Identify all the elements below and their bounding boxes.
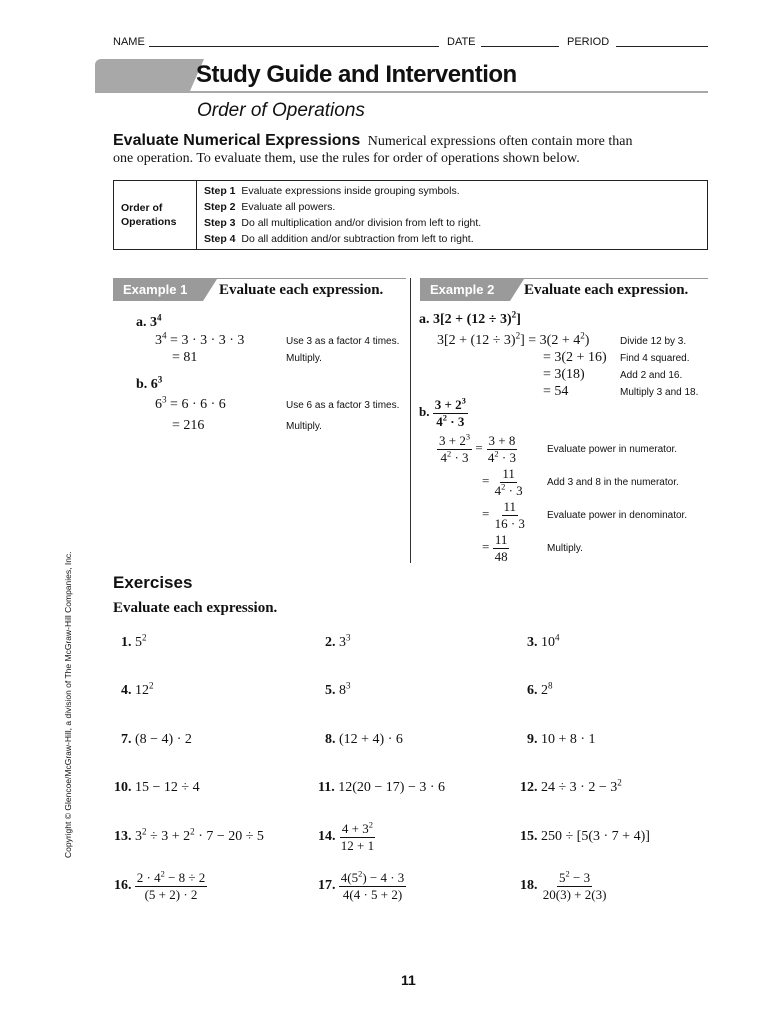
example1-a-prompt: a. $3^4$ [136, 312, 162, 330]
example2-a-step4: = 54 [543, 384, 569, 399]
example1-b-step1: $6^3 = 6 \cdot 6 \cdot 6$ [155, 394, 226, 412]
exercise-10: 10. 15 − 12 ÷ 4 [114, 780, 200, 795]
intro-paragraph [113, 132, 713, 167]
example1-rule [113, 278, 406, 279]
date-label: DATE [447, 36, 476, 48]
exercises-heading: Exercises [113, 573, 193, 592]
exercise-12: 12. $24 \div 3 \cdot 2 - 3^2$ [520, 777, 622, 795]
exercise-18: 18. $\frac{5^2 - 3}{20(3) + 2(3)}$ [520, 868, 607, 902]
intro-heading: Evaluate Numerical Expressions [113, 132, 361, 149]
example2-rule [420, 278, 708, 279]
title-underline [95, 91, 708, 93]
example1-a-step2: = 81 [172, 350, 198, 365]
example2-tab: Example 2 [420, 279, 510, 301]
example1-b-note1: Use 6 as a factor 3 times. [286, 400, 400, 411]
copyright-notice: Copyright © Glencoe/McGraw-Hill, a division of The McGraw-Hill Companies, Inc. [63, 551, 73, 858]
exercise-4: 4. $12^2$ [121, 680, 154, 698]
example2-b-note3: Evaluate power in denominator. [547, 510, 688, 521]
example1-a-step1: $3^4 = 3 \cdot 3 \cdot 3 \cdot 3$ [155, 330, 245, 348]
example2-b-step3: = $\frac{11}{16 \cdot 3}$ [482, 499, 525, 531]
example2-a-step1: $3[2 + (12 \div 3)^2] = 3(2 + 4^2)$ [437, 330, 590, 348]
exercise-17: 17. $\frac{4(5^2) - 4 \cdot 3}{4(4 \cdot 5 + 2)}$ [318, 868, 405, 902]
example2-a-step3: = 3(18) [543, 367, 585, 382]
exercise-1: 1. $5^2$ [121, 632, 147, 650]
example1-b-prompt: b. $6^3$ [136, 374, 163, 392]
name-label: NAME [113, 36, 145, 48]
exercise-11: 11. 12(20 − 17) − 3 · 6 [318, 780, 446, 795]
intro-text-1: Numerical expressions often contain more than [367, 134, 633, 149]
example2-a-prompt: a. $3[2 + (12 \div 3)^2]$ [419, 309, 521, 327]
example2-b-note4: Multiply. [547, 543, 583, 554]
example2-b-note2: Add 3 and 8 in the numerator. [547, 477, 679, 488]
page-title: Study Guide and Intervention [196, 61, 517, 88]
rules-steps [204, 183, 481, 247]
exercise-16: 16. $\frac{2 \cdot 4^2 - 8 \div 2}{(5 + 2) \cdot 2}$ [114, 868, 206, 902]
example1-tab: Example 1 [113, 279, 203, 301]
title-banner [95, 59, 190, 91]
rules-step-3: Step 3 Do all multiplication and/or division from left to right. [204, 217, 482, 229]
example2-b-step1: $\frac{3 + 2^3}{4^2 \cdot 3}$ = $\frac{3 + 8}{4^2 \cdot 3}$ [439, 431, 516, 465]
period-label: PERIOD [567, 36, 610, 48]
rules-label-1: Order of [121, 202, 163, 214]
example2-b-note1: Evaluate power in numerator. [547, 444, 678, 455]
example2-a-note2: Find 4 squared. [620, 353, 690, 364]
example1-a-note1: Use 3 as a factor 4 times. [286, 336, 400, 347]
example2-b-step4: = $\frac{11}{48}$ [482, 532, 508, 564]
exercise-8: 8. (12 + 4) · 6 [325, 732, 403, 747]
exercise-13: 13. $3^2 \div 3 + 2^2 \cdot 7 - 20 \div 5$ [114, 826, 264, 844]
example2-a-note4: Multiply 3 and 18. [620, 387, 699, 398]
examples-divider [410, 278, 411, 563]
exercise-14: 14. $\frac{4 + 3^2}{12 + 1}$ [318, 819, 375, 853]
rules-table-divider [196, 180, 197, 250]
exercise-5: 5. $8^3$ [325, 680, 351, 698]
rules-step-4: Step 4 Do all addition and/or subtraction from left to right. [204, 233, 474, 245]
exercises-instruction: Evaluate each expression. [113, 600, 278, 616]
exercise-2: 2. $3^3$ [325, 632, 351, 650]
date-field[interactable] [481, 46, 559, 47]
example2-b-step2: = $\frac{11}{4^2 \cdot 3}$ [482, 466, 523, 498]
example1-a-note2: Multiply. [286, 353, 322, 364]
name-field[interactable] [149, 46, 439, 47]
rules-label-2: Operations [121, 216, 177, 228]
exercise-6: 6. $2^8$ [527, 680, 553, 698]
rules-step-2: Step 2 Evaluate all powers. [204, 201, 336, 213]
exercise-9: 9. 10 + 8 · 1 [527, 732, 596, 747]
example2-a-note3: Add 2 and 16. [620, 370, 683, 381]
exercise-15: 15. 250 ÷ [5(3 · 7 + 4)] [520, 829, 650, 844]
intro-text-2: one operation. To evaluate them, use the rules for order of operations shown below. [113, 151, 580, 166]
example2-heading: Evaluate each expression. [524, 282, 689, 298]
example1-b-note2: Multiply. [286, 421, 322, 432]
period-field[interactable] [616, 46, 708, 47]
exercise-7: 7. (8 − 4) · 2 [121, 732, 192, 747]
exercise-3: 3. $10^4$ [527, 632, 560, 650]
rules-step-1: Step 1 Evaluate expressions inside grouping symbols. [204, 185, 460, 197]
page-subtitle: Order of Operations [197, 100, 365, 121]
page-number: 11 [401, 972, 416, 988]
rules-table-label [121, 201, 176, 229]
example1-heading: Evaluate each expression. [219, 282, 384, 298]
example1-b-step2: = 216 [172, 418, 205, 433]
example2-b-prompt: b. $\frac{3 + 2^3}{4^2 \cdot 3}$ [419, 395, 466, 429]
example2-a-note1: Divide 12 by 3. [620, 336, 687, 347]
example2-a-step2: = 3(2 + 16) [543, 350, 607, 365]
